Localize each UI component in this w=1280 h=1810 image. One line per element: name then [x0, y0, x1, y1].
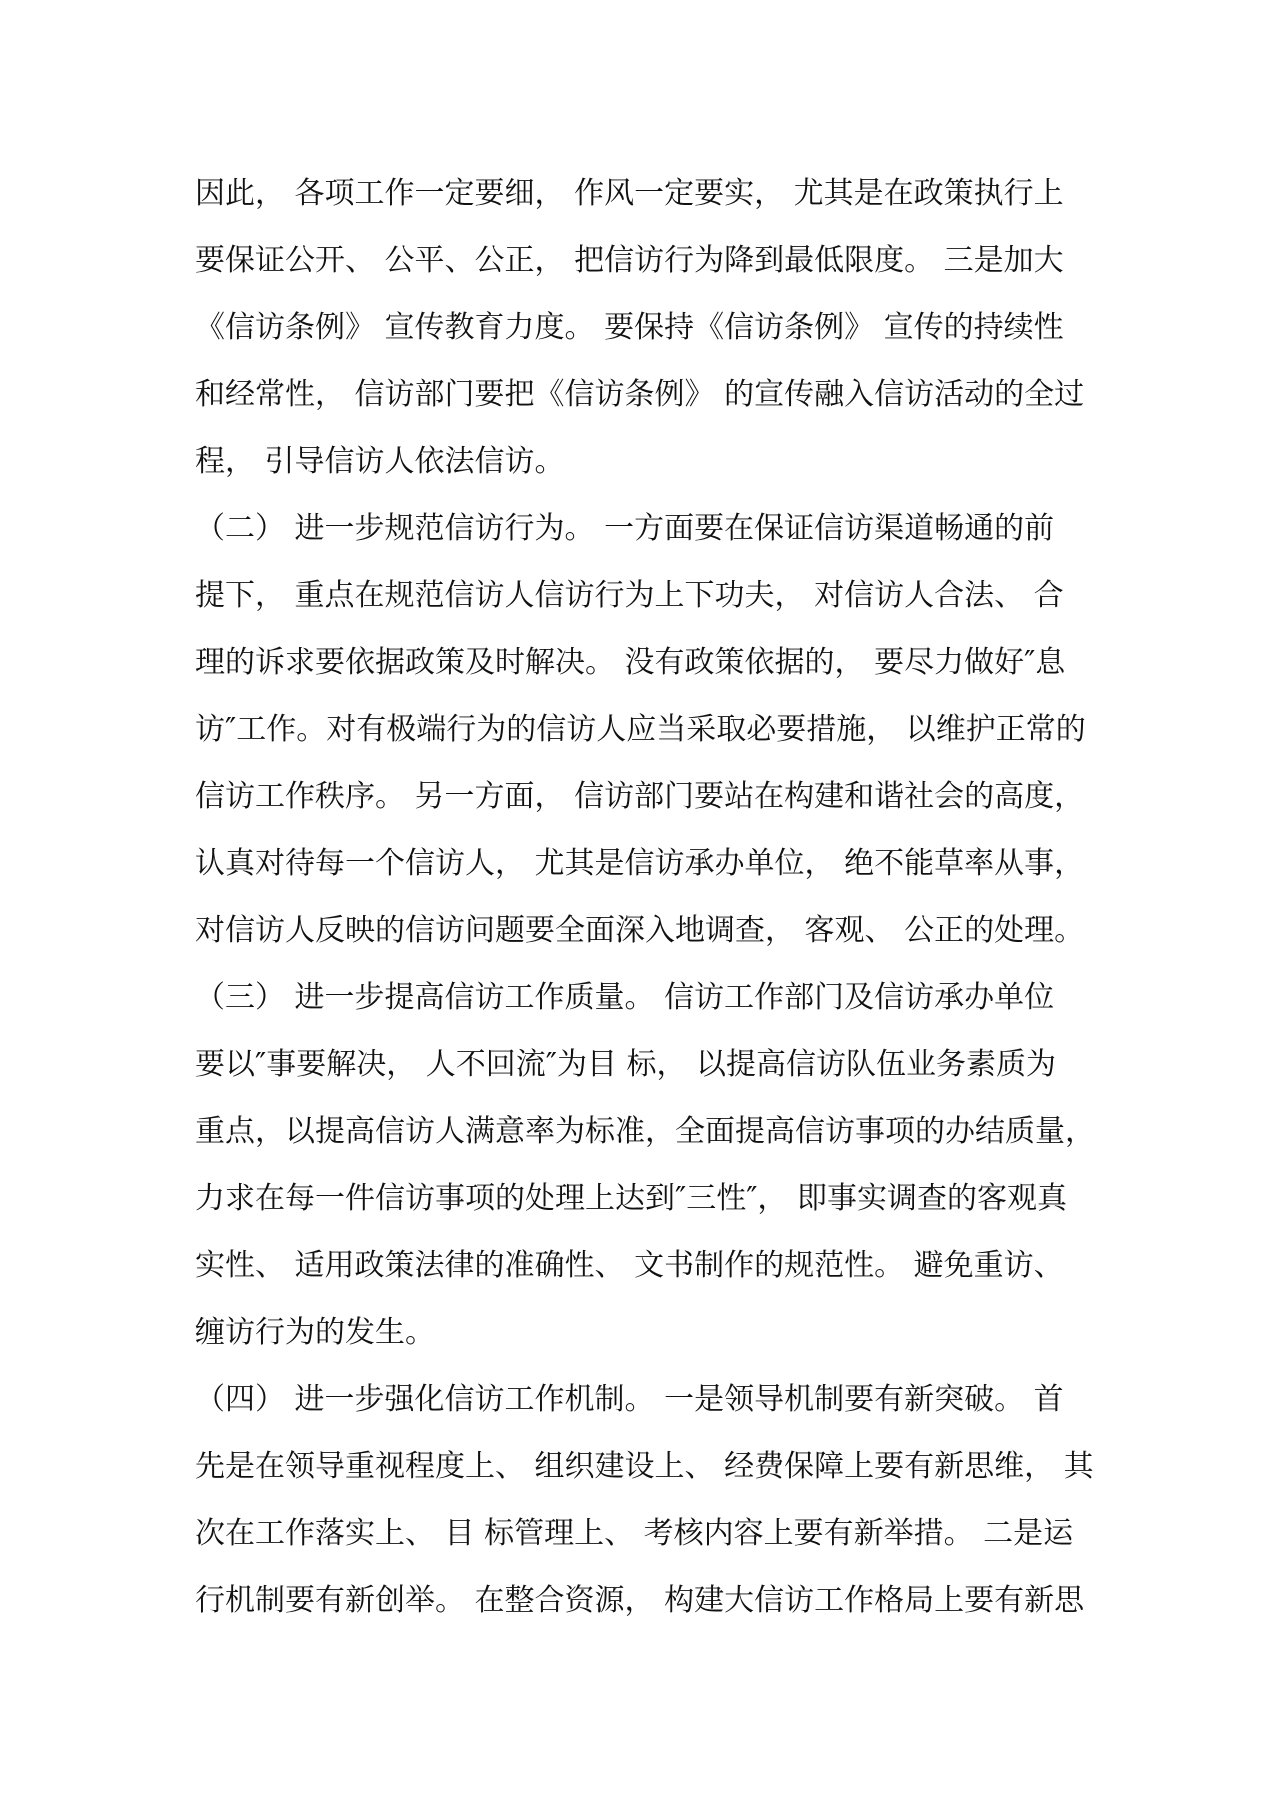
text-line: 理的诉求要依据政策及时解决。 没有政策依据的， 要尽力做好″息 [195, 645, 1066, 680]
text-line: 要以″事要解决， 人不回流″为目 标， 以提高信访队伍业务素质为 [195, 1047, 1057, 1082]
text-line: 《信访条例》 宣传教育力度。 要保持《信访条例》 宣传的持续性 [195, 310, 1064, 345]
text-line: 重点，以提高信访人满意率为标准，全面提高信访事项的办结质量， [195, 1114, 1095, 1149]
text-line: 访″工作。对有极端行为的信访人应当采取必要措施， 以维护正常的 [195, 712, 1086, 747]
text-line: 先是在领导重视程度上、 组织建设上、 经费保障上要有新思维， 其 [195, 1449, 1094, 1484]
text-line: 次在工作落实上、 目 标管理上、 考核内容上要有新举措。 二是运 [195, 1516, 1074, 1551]
text-line: 信访工作秩序。 另一方面， 信访部门要站在构建和谐社会的高度， [195, 779, 1085, 814]
text-line: 和经常性， 信访部门要把《信访条例》 的宣传融入信访活动的全过 [195, 377, 1085, 412]
text-line: 程， 引导信访人依法信访。 [195, 444, 565, 479]
text-line: 因此， 各项工作一定要细， 作风一定要实， 尤其是在政策执行上 [195, 176, 1064, 211]
text-line: 对信访人反映的信访问题要全面深入地调查， 客观、 公正的处理。 [195, 913, 1085, 948]
text-line: 缠访行为的发生。 [195, 1315, 435, 1350]
text-line: 提下， 重点在规范信访人信访行为上下功夫， 对信访人合法、 合 [195, 578, 1064, 613]
text-line: 力求在每一件信访事项的处理上达到″三性″， 即事实调查的客观真 [195, 1181, 1067, 1216]
text-line: 行机制要有新创举。 在整合资源， 构建大信访工作格局上要有新思 [195, 1583, 1085, 1618]
section-heading-line: （三） 进一步提高信访工作质量。 信访工作部门及信访承办单位 [195, 980, 1055, 1015]
text-line: 要保证公开、 公平、公正， 把信访行为降到最低限度。 三是加大 [195, 243, 1064, 278]
section-heading-line: （四） 进一步强化信访工作机制。 一是领导机制要有新突破。 首 [195, 1382, 1064, 1417]
text-line: 实性、 适用政策法律的准确性、 文书制作的规范性。 避免重访、 [195, 1248, 1064, 1283]
text-line: 认真对待每一个信访人， 尤其是信访承办单位， 绝不能草率从事， [195, 846, 1085, 881]
section-heading-line: （二） 进一步规范信访行为。 一方面要在保证信访渠道畅通的前 [195, 511, 1055, 546]
body-text [195, 160, 1095, 1634]
